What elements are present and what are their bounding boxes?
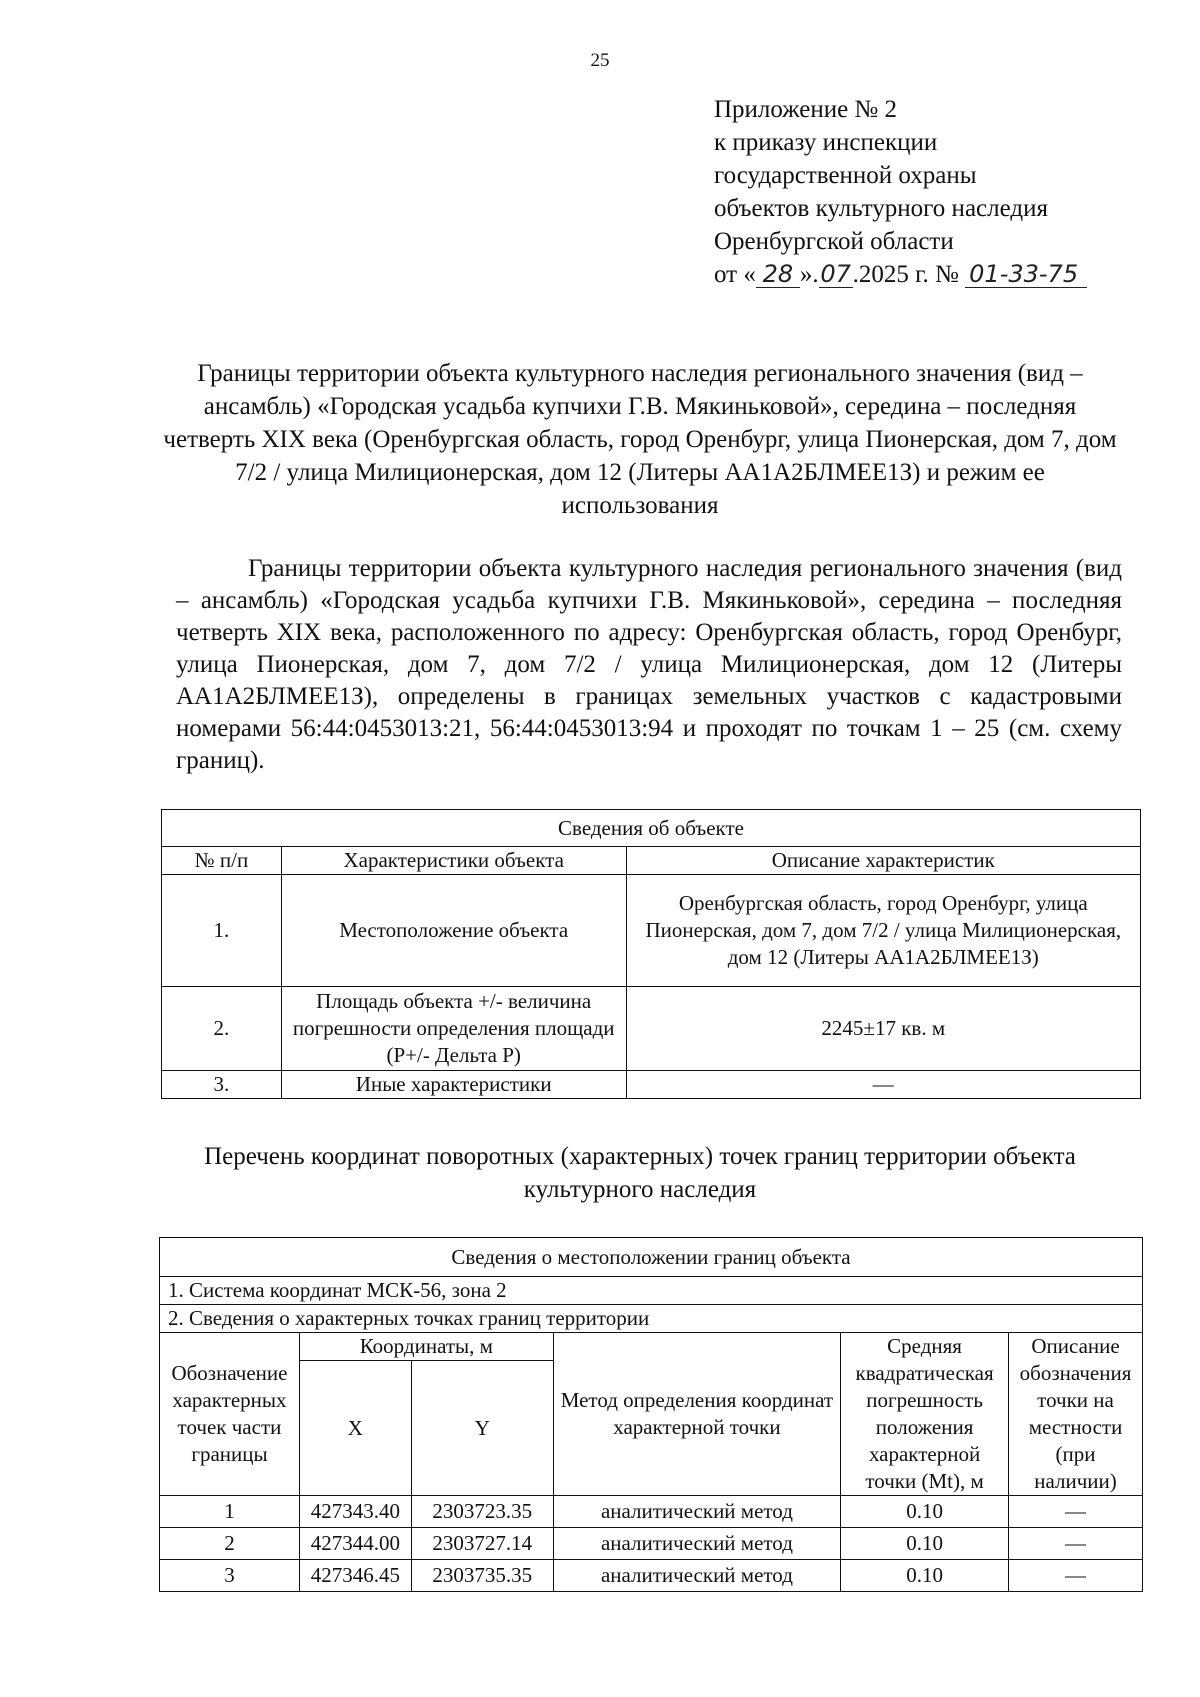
table-cell: 427344.00 bbox=[299, 1528, 411, 1560]
table-caption-row bbox=[162, 810, 1141, 847]
points-caption: 2. Сведения о характерных точках границ территории bbox=[160, 1305, 1143, 1333]
header-cell: Метод определения координат характерной точки bbox=[553, 1333, 840, 1496]
table-caption-row bbox=[160, 1277, 1143, 1305]
date-prefix: от « bbox=[714, 261, 756, 288]
table-cell: 427346.45 bbox=[299, 1560, 411, 1592]
table-cell: аналитический метод bbox=[553, 1528, 840, 1560]
appendix-line: объектов культурного наследия bbox=[714, 195, 1048, 222]
handwritten-month: 07 bbox=[820, 260, 851, 288]
table-cell: — bbox=[626, 1071, 1140, 1099]
table-row bbox=[162, 1071, 1141, 1099]
page-number: 25 bbox=[590, 50, 610, 71]
header-cell: № п/п bbox=[162, 847, 282, 875]
table-cell: 2 bbox=[160, 1528, 300, 1560]
document-title: Границы территории объекта культурного наследия регионального значения (вид – ансамбль) «Городская усадьба купчихи Г.В. Мякиньковой», середина – последняя четверть XIX века (Оренбургская область, город Оренбург, улица Пионерская, дом 7, дом 7/2 / улица Милиционерская, дом 12 (Литеры АА1А2БЛМЕЕ1З) и режим ее использования bbox=[163, 360, 1117, 519]
table-cell: 2303735.35 bbox=[411, 1560, 553, 1592]
table-header-row bbox=[160, 1333, 1143, 1361]
header-cell: Обозначение характерных точек части границы bbox=[160, 1333, 300, 1496]
table-caption-row bbox=[160, 1305, 1143, 1333]
header-cell: X bbox=[299, 1361, 411, 1496]
appendix-line: Оренбургской области bbox=[714, 228, 954, 255]
table-row bbox=[162, 987, 1141, 1071]
table-cell: 2303727.14 bbox=[411, 1528, 553, 1560]
header-cell: Характеристики объекта bbox=[281, 847, 626, 875]
table-header-row bbox=[162, 847, 1141, 875]
date-separator: ». bbox=[799, 261, 819, 288]
table-caption: Сведения о местоположении границ объекта bbox=[160, 1238, 1143, 1277]
table-cell: аналитический метод bbox=[553, 1496, 840, 1528]
handwritten-day: 28 bbox=[756, 261, 800, 288]
table-cell: 0.10 bbox=[841, 1528, 1009, 1560]
table-cell: — bbox=[1009, 1496, 1143, 1528]
header-cell: Описание обозначения точки на местности (при наличии) bbox=[1009, 1333, 1143, 1496]
table-cell: Местоположение объекта bbox=[281, 875, 626, 987]
appendix-line: к приказу инспекции bbox=[714, 129, 938, 156]
table-cell: 427343.40 bbox=[299, 1496, 411, 1528]
table-row bbox=[160, 1528, 1143, 1560]
table-caption: Сведения об объекте bbox=[162, 810, 1141, 847]
coordinates-list-title: Перечень координат поворотных (характерных) точек границ территории объекта культурного наследия bbox=[204, 1143, 1076, 1203]
date-suffix: .2025 г. № bbox=[852, 261, 959, 288]
table-cell: 3 bbox=[160, 1560, 300, 1592]
handwritten-order-number: 01-33-75 bbox=[965, 261, 1087, 288]
header-cell: Средняя квадратическая погрешность положения характерной точки (Mt), м bbox=[841, 1333, 1009, 1496]
table-cell: 2. bbox=[162, 987, 282, 1071]
header-cell: Описание характеристик bbox=[626, 847, 1140, 875]
table-row bbox=[162, 875, 1141, 987]
appendix-line: Приложение № 2 bbox=[714, 96, 898, 123]
table-cell: 2245±17 кв. м bbox=[626, 987, 1140, 1071]
table-cell: — bbox=[1009, 1528, 1143, 1560]
header-cell: Y bbox=[411, 1361, 553, 1496]
table-row bbox=[160, 1496, 1143, 1528]
table-cell: 1 bbox=[160, 1496, 300, 1528]
coordinate-system: 1. Система координат МСК-56, зона 2 bbox=[160, 1277, 1143, 1305]
table-cell: Оренбургская область, город Оренбург, улица Пионерская, дом 7, дом 7/2 / улица Милиционерская, дом 12 (Литеры АА1А2БЛМЕЕ1З) bbox=[626, 875, 1140, 987]
body-paragraph: Границы территории объекта культурного наследия регионального значения (вид – ансамбль) «Городская усадьба купчихи Г.В. Мякиньковой», середина – последняя четверть XIX века, расположенного по адресу: Оренбургская область, город Оренбург, улица Пионерская, дом 7, дом 7/2 / улица Милиционерская, дом 12 (Литеры АА1А2БЛМЕЕ1З), определены в границах земельных участков с кадастровыми номерами 56:44:0453013:21, 56:44:0453013:94 и проходят по точкам 1 – 25 (см. схему границ). bbox=[176, 555, 1122, 774]
object-info-table bbox=[161, 809, 1141, 1099]
table-cell: 0.10 bbox=[841, 1496, 1009, 1528]
table-cell: 3. bbox=[162, 1071, 282, 1099]
table-cell: аналитический метод bbox=[553, 1560, 840, 1592]
table-cell: 2303723.35 bbox=[411, 1496, 553, 1528]
table-row bbox=[160, 1560, 1143, 1592]
table-cell: Площадь объекта +/- величина погрешности определения площади (Р+/- Дельта Р) bbox=[281, 987, 626, 1071]
table-caption-row bbox=[160, 1238, 1143, 1277]
table-cell: Иные характеристики bbox=[281, 1071, 626, 1099]
appendix-line: государственной охраны bbox=[714, 162, 977, 189]
appendix-header bbox=[714, 93, 1087, 291]
header-cell: Координаты, м bbox=[299, 1333, 553, 1361]
table-cell: 0.10 bbox=[841, 1560, 1009, 1592]
appendix-date-line bbox=[714, 258, 1087, 291]
coordinates-table bbox=[159, 1237, 1143, 1592]
table-cell: 1. bbox=[162, 875, 282, 987]
table-cell: — bbox=[1009, 1560, 1143, 1592]
